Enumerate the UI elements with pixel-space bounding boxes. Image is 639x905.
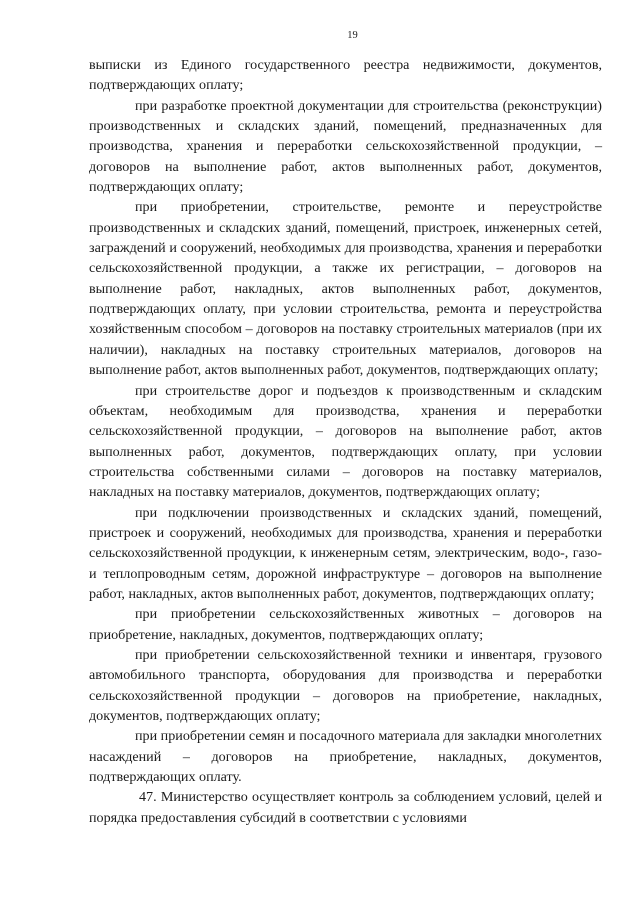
paragraph-continuation: выписки из Единого государственного реестра недвижимости, документов, подтверждающих оплату; (89, 57, 602, 94)
paragraph-animals-purchase: при приобретении сельскохозяйственных животных – договоров на приобретение, накладных, документов, подтверждающих оплату; (89, 606, 602, 643)
paragraph-item-47: 47. Министерство осуществляет контроль за соблюдением условий, целей и порядка предоставления субсидий в соответствии с условиями (89, 789, 602, 826)
page-number: 19 (347, 30, 358, 41)
paragraph-roads-construction: при строительстве дорог и подъездов к производственным и складским объектам, необходимым для производства, хранения и переработки сельскохозяйственной продукции, – договоров на выполнение работ, актов выполненных работ, документов, подтверждающих оплату, при условии строительства собственными силами – договоров на поставку материалов, накладных на поставку материалов, документов, подтверждающих оплату; (89, 382, 602, 501)
paragraph-utility-connection: при подключении производственных и складских зданий, помещений, пристроек и сооружений, необходимых для производства, хранения и переработки сельскохозяйственной продукции, к инженерным сетям, электрическим, водо-, газо- и теплопроводным сетям, дорожной инфраструктуре – договоров на выполнение работ, накладных, актов выполненных работ, документов, подтверждающих оплату; (89, 504, 602, 602)
paragraph-seeds-purchase: при приобретении семян и посадочного материала для закладки многолетних насаждений – договоров на приобретение, накладных, документов, подтверждающих оплату. (89, 728, 602, 786)
paragraph-buildings-construction: при приобретении, строительстве, ремонте и переустройстве производственных и складских зданий, помещений, пристроек, инженерных сетей, заграждений и сооружений, необходимых для производства, хранения и переработки сельскохозяйственной продукции, а также их регистрации, – договоров на выполнение работ, накладных, актов выполненных работ, документов, подтверждающих оплату, при условии строительства, ремонта и переустройства хозяйственным способом – договоров на поставку строительных материалов (при их наличии), накладных на поставку строительных материалов, договоров на выполнение работ, актов выполненных работ, документов, подтверждающих оплату; (89, 199, 602, 379)
paragraph-design-documentation: при разработке проектной документации для строительства (реконструкции) производственных и складских зданий, помещений, предназначенных для производства, хранения и переработки сельскохозяйственной продукции, – договоров на выполнение работ, актов выполненных работ, документов, подтверждающих оплату; (89, 97, 602, 196)
paragraph-machinery-purchase: при приобретении сельскохозяйственной техники и инвентаря, грузового автомобильного транспорта, оборудования для производства и переработки сельскохозяйственной продукции – договоров на приобретение, накладных, документов, подтверждающих оплату; (89, 646, 602, 724)
